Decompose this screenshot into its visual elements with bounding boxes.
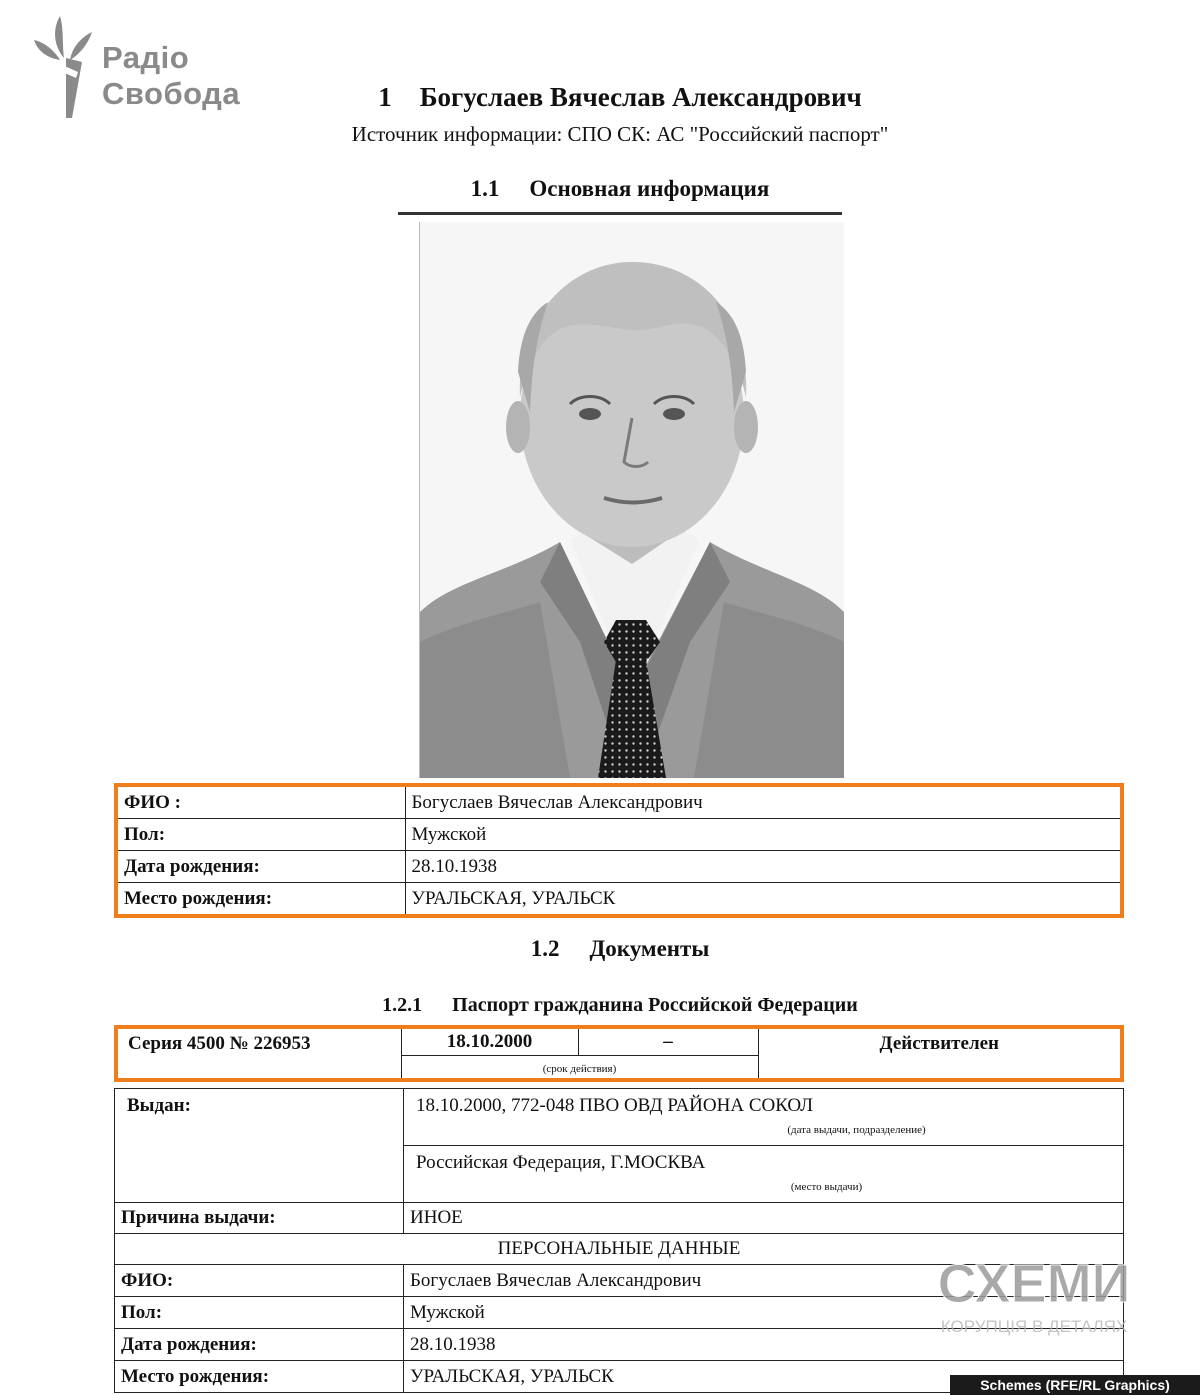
section-1-1-heading (0, 176, 1200, 202)
reason-value: ИНОЕ (404, 1203, 1124, 1234)
issued-value-2: Российская Федерация, Г.МОСКВА (416, 1152, 706, 1173)
passport-series: Серия 4500 № 226953 (116, 1027, 401, 1080)
image-credit: Schemes (RFE/RL Graphics) (950, 1375, 1200, 1395)
section-1-2-heading (0, 936, 1200, 962)
basic-value-fio: Богуслаев Вячеслав Александрович (405, 785, 1122, 819)
page-title (0, 82, 1200, 113)
issued-value-1-cell (404, 1089, 1124, 1146)
section-1-2-number: 1.2 (530, 936, 560, 961)
issue-details-table (114, 1088, 1124, 1393)
passport-table (114, 1025, 1124, 1082)
personal-data-header: ПЕРСОНАЛЬНЫЕ ДАННЫЕ (115, 1234, 1124, 1265)
section-divider (398, 212, 842, 215)
table-row (116, 851, 1122, 883)
personal-value-birthdate: 28.10.1938 (404, 1329, 1124, 1361)
passport-issue-date: 18.10.2000 (401, 1027, 578, 1056)
validity-caption (401, 1056, 758, 1081)
basic-label-birthplace: Место рождения: (116, 883, 405, 917)
personal-label-birthplace: Место рождения: (115, 1361, 404, 1393)
personal-value-sex: Мужской (404, 1297, 1124, 1329)
section-1-2-title: Документы (589, 936, 710, 961)
passport-expiry-dash: – (578, 1027, 758, 1056)
section-1-1-number: 1.1 (470, 176, 500, 201)
issued-caption-1-wrap (416, 1117, 1117, 1139)
passport-status: Действителен (758, 1027, 1122, 1080)
table-row (116, 785, 1122, 819)
basic-value-birthdate: 28.10.1938 (405, 851, 1122, 883)
issued-label: Выдан: (115, 1089, 404, 1203)
reason-label: Причина выдачи: (115, 1203, 404, 1234)
table-row (116, 883, 1122, 917)
table-row (115, 1203, 1124, 1234)
schemy-watermark (926, 1252, 1146, 1342)
basic-info-table (114, 783, 1124, 918)
title-number: 1 (378, 82, 392, 112)
basic-value-birthplace: УРАЛЬСКАЯ, УРАЛЬСК (405, 883, 1122, 917)
watermark-subtitle: КОРУПЦІЯ В ДЕТАЛЯХ (940, 1317, 1128, 1336)
logo-line-1: Радіо (102, 40, 190, 75)
table-row (115, 1089, 1124, 1146)
personal-label-fio: ФИО: (115, 1265, 404, 1297)
personal-value-birthplace: УРАЛЬСКАЯ, УРАЛЬСК (404, 1361, 1124, 1393)
section-1-2-1-title: Паспорт гражданина Российской Федерации (452, 994, 858, 1016)
issued-caption-2-wrap (416, 1174, 1117, 1196)
issued-value-2-cell (404, 1146, 1124, 1203)
personal-label-birthdate: Дата рождения: (115, 1329, 404, 1361)
basic-label-birthdate: Дата рождения: (116, 851, 405, 883)
passport-photo (419, 222, 844, 778)
table-row (116, 819, 1122, 851)
table-row (116, 1027, 1122, 1056)
issued-value-1: 18.10.2000, 772-048 ПВО ОВД РАЙОНА СОКОЛ (416, 1095, 814, 1116)
basic-label-sex: Пол: (116, 819, 405, 851)
section-1-1-title: Основная информация (529, 176, 770, 201)
personal-value-fio: Богуслаев Вячеслав Александрович (404, 1265, 1124, 1297)
source-line: Источник информации: СПО СК: АС "Российский паспорт" (351, 122, 889, 146)
issued-caption-1: (дата выдачи, подразделение) (787, 1124, 926, 1136)
validity-caption-text: (срок действия) (542, 1063, 617, 1075)
personal-label-sex: Пол: (115, 1297, 404, 1329)
basic-label-fio: ФИО : (116, 785, 405, 819)
section-1-2-1-number: 1.2.1 (382, 994, 423, 1016)
logo-line-2: Свобода (102, 76, 241, 111)
section-1-2-1-heading (0, 994, 1200, 1017)
watermark-title: СХЕМИ (937, 1254, 1131, 1314)
title-name: Богуслаев Вячеслав Александрович (419, 82, 862, 112)
issued-caption-2: (место выдачи) (790, 1181, 863, 1193)
basic-value-sex: Мужской (405, 819, 1122, 851)
